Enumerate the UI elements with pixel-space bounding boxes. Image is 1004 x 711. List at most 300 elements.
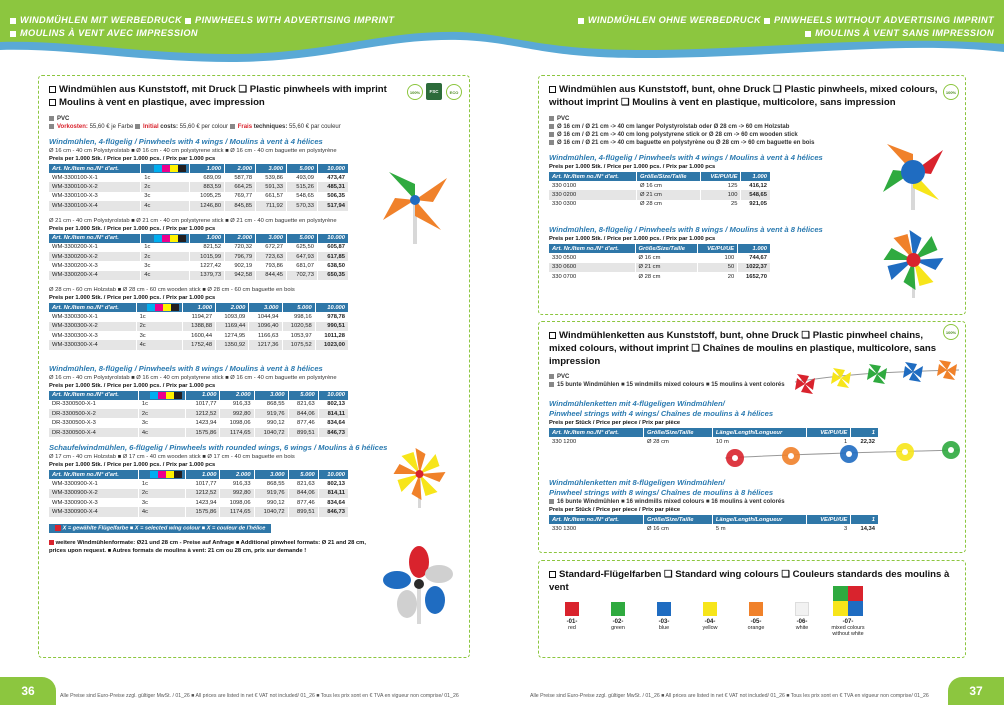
table-cell: 1246,80: [190, 201, 225, 210]
table-cell: 689,09: [190, 173, 225, 182]
table-cell: 493,09: [287, 173, 318, 182]
colour-swatch-icon: [657, 602, 671, 616]
price-section: [49, 364, 459, 438]
table-cell: 1c: [141, 173, 190, 182]
table-cell: 821,52: [190, 243, 225, 252]
colour-swatch-icon: [158, 392, 166, 399]
table-cell: 4c: [138, 507, 186, 516]
table-cell: 14,34: [851, 524, 879, 533]
table-cell: 1388,88: [182, 322, 215, 331]
table-cell: 990,12: [254, 418, 288, 427]
table-cell: 330 0600: [549, 263, 635, 272]
table-cell: 1017,77: [186, 479, 220, 488]
table-cell: Ø 21 cm: [636, 190, 700, 199]
table-cell: 1174,65: [220, 428, 254, 437]
colour-swatch-header: [136, 303, 182, 312]
table-header-cell: VE/PU/UE: [698, 244, 738, 253]
additional-formats-note: weitere Windmühlenformate: Ø21 und 28 cm - Preise auf Anfrage ■ Additional pinwheel formats: Ø 21 and 28 cm, prices upon request. ■ Autres formats de moulins à vent: 21 cm ou 28 cm, prix sur demande !: [49, 539, 366, 554]
table-cell: WM-3300200-X-4: [49, 271, 141, 280]
colour-swatch-icon: [163, 304, 171, 311]
price-table: [49, 470, 349, 517]
price-line: Preis per 1.000 Stk. / Price per 1.000 pcs. / Prix par 1.000 pcs: [49, 382, 216, 389]
table-header-cell: 2.000: [225, 234, 256, 243]
table-row: [549, 181, 771, 190]
standard-colours-title: Standard-Flügelfarben ❑ Standard wing colours ❑ Couleurs standards des moulins à vent: [549, 569, 950, 593]
colour-swatch-icon: [162, 235, 170, 242]
table-cell: WM-3300100-X-4: [49, 201, 141, 210]
material-line: PVC: [549, 373, 955, 381]
pinwheel-4-wings-mixed-image: [879, 138, 947, 210]
table-cell: 1212,52: [186, 409, 220, 418]
table-cell: 330 0200: [549, 190, 636, 199]
stick-option-text: Ø 16 cm / Ø 21 cm -> 40 cm long polystyrene stick or Ø 28 cm -> 60 cm wooden stick: [557, 132, 798, 138]
standard-colours-box: [538, 560, 966, 658]
header-right-title: WINDMÜHLEN OHNE WERBEDRUCK PINWHEELS WITHOUT ADVERTISING IMPRINT MOULINS À VENT SANS IMPRESSION: [578, 14, 994, 40]
colour-name: green: [611, 625, 625, 631]
table-header-cell: 5.000: [287, 164, 318, 173]
table-cell: 868,55: [254, 400, 288, 409]
table-cell: 702,73: [287, 271, 318, 280]
table-cell: 720,32: [225, 243, 256, 252]
colour-swatch-icon: [150, 471, 158, 478]
table-cell: 1095,25: [190, 192, 225, 201]
price-line: Preis per 1.000 Stk. / Price per 1.000 pcs. / Prix par 1.000 pcs: [49, 462, 216, 469]
colour-swatch-icon: [795, 602, 809, 616]
table-cell: 744,67: [738, 253, 771, 262]
table-cell: 821,63: [288, 479, 318, 488]
colour-swatch-icon: [178, 235, 186, 242]
table-row: [49, 498, 349, 507]
pinwheel-8-wings-mixed-image: [881, 228, 947, 298]
standard-colour-item: [779, 602, 825, 637]
section-heading: Windmühlen, 8-flügelig / Pinwheels with 8 wings / Moulins à vent à 8 hélices: [549, 225, 823, 235]
table-cell: 20: [698, 272, 738, 281]
footer-note-left: Alle Preise sind Euro-Preise zzgl. gültiger MwSt. / 01_26 ■ All prices are listed in net € VAT not included/ 01_26 ■ Tous les prix sont en € TVA en vigueur non comprise/ 01_26: [60, 693, 459, 699]
table-cell: 1212,52: [186, 489, 220, 498]
table-cell: DR-3300500-X-3: [49, 418, 138, 427]
stick-option-text: Ø 16 cm / Ø 21 cm -> 40 cm baguette en polystyrène ou Ø 28 cm -> 60 cm baguette en bois: [557, 140, 815, 146]
right-box1-title: Windmühlen aus Kunststoff, bunt, ohne Druck ❑ Plastic pinwheels, mixed colours, without imprint ❑ Moulins à vent en plastique, multicolore, sans impression: [549, 84, 938, 108]
table-row: [49, 340, 349, 349]
price-section: [49, 286, 459, 350]
table-header-cell: Länge/Length/Longueur: [712, 515, 806, 524]
pinwheel-chain-4-wings-image: [791, 358, 963, 408]
left-product-box: [38, 75, 470, 658]
table-header-cell: Größe/Size/Taille: [636, 172, 700, 181]
colour-swatch-icon: [170, 165, 178, 172]
table-cell: 664,25: [225, 182, 256, 191]
table-cell: 506,35: [317, 192, 348, 201]
right-product-box-1: [538, 75, 966, 315]
price-table: [49, 164, 349, 211]
table-cell: 998,16: [282, 312, 315, 321]
table-cell: WM-3300900-X-2: [49, 489, 138, 498]
price-line: Preis per 1.000 Stk. / Price per 1.000 pcs. / Prix par 1.000 pcs: [549, 236, 716, 243]
header-left-title: WINDMÜHLEN MIT WERBEDRUCK PINWHEELS WITH ADVERTISING IMPRINT MOULINS À VENT AVEC IMPRESSION: [10, 14, 394, 40]
colour-name: blue: [658, 625, 670, 631]
table-header-cell: 5.000: [282, 303, 315, 312]
table-cell: 2c: [141, 252, 190, 261]
colour-swatch-icon: [154, 165, 162, 172]
colour-number: -05-: [750, 619, 762, 625]
table-cell: 548,65: [741, 190, 771, 199]
table-cell: 1011,28: [315, 331, 348, 340]
table-header-cell: 5.000: [287, 234, 318, 243]
table-header-cell: 1: [851, 515, 879, 524]
colour-name: red: [568, 625, 576, 631]
table-cell: 990,12: [254, 498, 288, 507]
table-row: [49, 173, 349, 182]
table-cell: 1217,36: [249, 340, 282, 349]
table-cell: WM-3300900-X-4: [49, 507, 138, 516]
stick-option: [549, 123, 955, 131]
table-cell: 1040,72: [254, 428, 288, 437]
table-cell: 485,31: [317, 182, 348, 191]
colour-swatch-icon: [155, 304, 163, 311]
table-cell: 899,51: [288, 507, 318, 516]
table-cell: 802,13: [318, 479, 348, 488]
fsc-logo-icon: FSC: [426, 83, 442, 100]
chain1-heading: Windmühlenketten mit 4-flügeligen Windmühlen/ Pinwheel strings with 4 wings/ Chaînes de moulins à 4 hélices: [549, 399, 774, 418]
table-header-cell: Art. Nr./Item no./N° d'art.: [549, 244, 635, 253]
table-cell: 2c: [141, 182, 190, 191]
table-header-cell: VE/PU/UE: [807, 515, 851, 524]
table-cell: 921,05: [741, 200, 771, 209]
pinwheel-6-rounded-wings-image: [383, 544, 455, 624]
table-cell: WM-3300300-X-4: [49, 340, 136, 349]
table-cell: 1015,99: [190, 252, 225, 261]
table-header-cell: 3.000: [254, 470, 288, 479]
table-row: [49, 271, 349, 280]
table-cell: 1093,09: [216, 312, 249, 321]
table-cell: 1053,97: [282, 331, 315, 340]
colour-name: yellow: [702, 625, 718, 631]
table-cell: 1020,58: [282, 322, 315, 331]
price-line: Preis per 1.000 Stk. / Price per 1.000 pcs. / Prix par 1.000 pcs: [49, 295, 216, 302]
table-header-cell: 3.000: [256, 234, 287, 243]
standard-colour-item: [733, 602, 779, 637]
table-cell: 845,85: [225, 201, 256, 210]
recycle-badge-icon: ECO: [446, 84, 462, 100]
table-cell: Ø 28 cm: [636, 200, 700, 209]
table-cell: 916,33: [220, 479, 254, 488]
table-cell: 844,06: [288, 409, 318, 418]
table-cell: 814,11: [318, 409, 348, 418]
table-cell: WM-3300100-X-2: [49, 182, 141, 191]
colour-swatch-icon: [703, 602, 717, 616]
table-cell: 846,73: [318, 428, 348, 437]
pinwheel-8-wings-image: [391, 446, 449, 508]
table-cell: 3c: [138, 418, 186, 427]
table-header-cell: VE/PU/UE: [807, 428, 851, 437]
price-line: Preis per 1.000 Stk. / Price per 1.000 pcs. / Prix par 1.000 pcs: [549, 164, 716, 170]
table-cell: 877,46: [288, 418, 318, 427]
colour-name: orange: [747, 625, 765, 631]
chain1-price-line: Preis per Stück / Price per piece / Prix par pièce: [549, 420, 681, 426]
colour-number: -07-: [842, 619, 854, 625]
bullet-icon: [549, 132, 554, 137]
standard-colour-item: [549, 602, 595, 637]
table-cell: 661,57: [256, 192, 287, 201]
table-cell: 1194,27: [182, 312, 215, 321]
table-cell: 548,65: [287, 192, 318, 201]
colour-swatch-icon: [174, 471, 182, 478]
table-row: [49, 489, 349, 498]
table-header-cell: Größe/Size/Taille: [643, 428, 712, 437]
colour-swatch-icon: [166, 392, 174, 399]
table-cell: 802,13: [318, 400, 348, 409]
table-header-cell: 10.000: [318, 470, 348, 479]
table-cell: 1c: [141, 243, 190, 252]
right-product-box-2: [538, 321, 966, 553]
table-header-cell: 1.000: [186, 391, 220, 400]
table-cell: Ø 16 cm: [636, 181, 700, 190]
table-cell: 25: [700, 200, 741, 209]
table-row: [549, 524, 879, 533]
table-cell: 587,78: [225, 173, 256, 182]
table-cell: 846,73: [318, 507, 348, 516]
table-cell: 330 0300: [549, 200, 636, 209]
table-header-cell: 1: [851, 428, 879, 437]
table-cell: 1174,65: [220, 507, 254, 516]
table-cell: 570,33: [287, 201, 318, 210]
price-table: [49, 234, 349, 281]
pinwheel-4-wings-image: [379, 164, 453, 244]
table-row: [549, 253, 771, 262]
table-header-cell: Größe/Size/Taille: [635, 244, 698, 253]
table-row: [549, 200, 771, 209]
table-header-cell: 10.000: [318, 391, 348, 400]
colour-swatch-header: [138, 470, 186, 479]
table-cell: 1096,40: [249, 322, 282, 331]
table-cell: 1575,86: [186, 507, 220, 516]
right-box2-title: Windmühlenketten aus Kunststoff, bunt, ohne Druck ❑ Plastic pinwheel chains, mixed colours, without imprint ❑ Chaînes de moulins en plastique, multicolore, sans impression: [549, 330, 937, 367]
table-cell: 1752,48: [182, 340, 215, 349]
wing-colour-legend: X = gewählte Flügelfarbe ■ X = selected wing colour ■ X = couleur de l'hélice: [49, 524, 271, 532]
table-header-cell: 2.000: [225, 164, 256, 173]
colour-swatch-icon: [171, 304, 179, 311]
chain2-info: 16 bunte Windmühlen ■ 16 windmills mixed colours ■ 16 moulins à vent colorés: [549, 498, 955, 506]
table-header-cell: 3.000: [254, 391, 288, 400]
table-cell: 1350,92: [216, 340, 249, 349]
table-cell: 1274,95: [216, 331, 249, 340]
table-cell: WM-3300200-X-3: [49, 261, 141, 270]
table-cell: 902,19: [225, 261, 256, 270]
stick-line: Ø 16 cm - 40 cm Polystyrolstab ■ Ø 16 cm - 40 cm polystyrene stick ■ Ø 16 cm - 40 cm baguette en polystyrène: [49, 374, 337, 381]
stick-line: Ø 21 cm - 40 cm Polystyrolstab ■ Ø 21 cm - 40 cm polystyrene stick ■ Ø 21 cm - 40 cm baguette en polystyrène: [49, 217, 337, 224]
table-header-cell: Art. Nr./Item no./N° d'art.: [49, 391, 138, 400]
table-header-cell: 2.000: [220, 470, 254, 479]
table-cell: 1652,70: [738, 272, 771, 281]
section-heading: Windmühlen, 4-flügelig / Pinwheels with 4 wings / Moulins à vent à 4 hélices: [49, 137, 323, 146]
table-cell: 330 1200: [549, 437, 643, 446]
table-header-cell: Art. Nr./Item no./N° d'art.: [549, 515, 643, 524]
footer-note-right: Alle Preise sind Euro-Preise zzgl. gültiger MwSt. / 01_26 ■ All prices are listed in net € VAT not included/ 01_26 ■ Tous les prix sont en € TVA en vigueur non comprise/ 01_26: [530, 693, 929, 699]
table-cell: WM-3300100-X-1: [49, 173, 141, 182]
table-cell: 330 0100: [549, 181, 636, 190]
stick-line: Ø 28 cm - 60 cm Holzstab ■ Ø 28 cm - 60 cm wooden stick ■ Ø 28 cm - 60 cm baguette en bois: [49, 287, 295, 294]
bullet-icon: [549, 140, 554, 145]
table-cell: 330 0500: [549, 253, 635, 262]
table-row: [49, 428, 349, 437]
table-header-cell: Länge/Length/Longueur: [712, 428, 806, 437]
table-row: [49, 331, 349, 340]
table-cell: 1017,77: [186, 400, 220, 409]
table-header-cell: 10.000: [317, 164, 348, 173]
material-line: PVC: [49, 115, 459, 123]
table-cell: 330 0700: [549, 272, 635, 281]
table-row: [49, 400, 349, 409]
table-cell: 821,63: [288, 400, 318, 409]
price-table: [549, 244, 771, 281]
table-cell: 4c: [141, 201, 190, 210]
colour-swatch-icon: [178, 165, 186, 172]
colour-swatch-icon: [170, 235, 178, 242]
table-cell: 834,64: [318, 498, 348, 507]
table-cell: 844,06: [288, 489, 318, 498]
table-header-cell: 1.000: [190, 234, 225, 243]
table-cell: 125: [700, 181, 741, 190]
table-header-cell: Art. Nr./Item no./N° d'art.: [49, 164, 141, 173]
price-table: [49, 391, 349, 438]
table-cell: 672,27: [256, 243, 287, 252]
table-cell: 1022,37: [738, 263, 771, 272]
table-cell: 919,76: [254, 489, 288, 498]
table-header-cell: 1.000: [182, 303, 215, 312]
page-number-left: 36: [0, 677, 56, 705]
chain1-info: 15 bunte Windmühlen ■ 15 windmills mixed colours ■ 15 moulins à vent colorés: [549, 381, 955, 389]
table-cell: 1575,86: [186, 428, 220, 437]
colour-swatch-icon: [158, 471, 166, 478]
table-cell: 814,11: [318, 489, 348, 498]
colour-swatch-icon: [833, 586, 863, 616]
table-header-cell: 1.000: [186, 470, 220, 479]
colour-number: -02-: [612, 619, 624, 625]
colour-name: white: [795, 625, 809, 631]
eco-badge-icon: 100%: [943, 324, 959, 340]
colour-swatch-header: [141, 234, 190, 243]
standard-colour-item: [595, 602, 641, 637]
table-cell: WM-3300900-X-3: [49, 498, 138, 507]
table-header-cell: Art. Nr./Item no./N° d'art.: [49, 470, 138, 479]
table-cell: 4c: [141, 271, 190, 280]
table-cell: 899,51: [288, 428, 318, 437]
table-cell: 883,59: [190, 182, 225, 191]
table-header-cell: 1.000: [738, 244, 771, 253]
material-line: PVC: [549, 115, 955, 123]
table-cell: 10 m: [712, 437, 806, 446]
table-cell: 877,46: [288, 498, 318, 507]
colour-number: -06-: [796, 619, 808, 625]
table-cell: 1075,52: [282, 340, 315, 349]
table-cell: Ø 28 cm: [635, 272, 698, 281]
table-cell: 834,64: [318, 418, 348, 427]
table-cell: Ø 16 cm: [635, 253, 698, 262]
colour-swatch-icon: [565, 602, 579, 616]
table-header-cell: 2.000: [216, 303, 249, 312]
chain2-price-line: Preis per Stück / Price per piece / Prix par pièce: [549, 507, 681, 514]
table-cell: WM-3300300-X-1: [49, 312, 136, 321]
table-cell: 1098,06: [220, 498, 254, 507]
table-cell: DR-3300500-X-1: [49, 400, 138, 409]
table-row: [49, 418, 349, 427]
pinwheel-chain-8-wings-image: [719, 436, 963, 482]
table-cell: 1169,44: [216, 322, 249, 331]
table-cell: 1227,42: [190, 261, 225, 270]
table-cell: 617,85: [317, 252, 348, 261]
colour-swatch-icon: [162, 165, 170, 172]
table-cell: 100: [700, 190, 741, 199]
table-cell: 1c: [138, 479, 186, 488]
table-cell: 723,63: [256, 252, 287, 261]
table-cell: 1098,06: [220, 418, 254, 427]
table-header-cell: 3.000: [249, 303, 282, 312]
table-cell: 793,86: [256, 261, 287, 270]
table-row: [49, 252, 349, 261]
table-header-cell: Größe/Size/Taille: [643, 515, 712, 524]
table-row: [549, 263, 771, 272]
table-header-cell: 1.000: [190, 164, 225, 173]
table-header-cell: 5.000: [288, 470, 318, 479]
standard-colour-item: [825, 586, 871, 637]
table-cell: WM-3300900-X-1: [49, 479, 138, 488]
table-cell: 711,92: [256, 201, 287, 210]
price-table: [549, 172, 771, 209]
table-cell: 2c: [138, 409, 186, 418]
table-cell: 1: [807, 437, 851, 446]
table-cell: 796,79: [225, 252, 256, 261]
eco-badge-icon: 100%: [407, 84, 423, 100]
table-cell: 1379,73: [190, 271, 225, 280]
colour-swatch-icon: [150, 392, 158, 399]
table-cell: 647,93: [287, 252, 318, 261]
table-header-cell: Art. Nr./Item no./N° d'art.: [49, 303, 136, 312]
table-header-cell: Art. Nr./Item no./N° d'art.: [49, 234, 141, 243]
table-cell: 650,35: [317, 271, 348, 280]
table-header-cell: 10.000: [317, 234, 348, 243]
table-cell: 1c: [138, 400, 186, 409]
colour-swatch-icon: [166, 471, 174, 478]
table-cell: WM-3300200-X-1: [49, 243, 141, 252]
table-cell: 978,78: [315, 312, 348, 321]
table-cell: 3c: [136, 331, 182, 340]
table-cell: 919,76: [254, 409, 288, 418]
chain2-heading: Windmühlenketten mit 8-flügeligen Windmühlen/ Pinwheel strings with 8 wings/ Chaînes de moulins à 8 hélices: [549, 478, 774, 498]
table-cell: 3c: [141, 192, 190, 201]
table-cell: Ø 16 cm: [643, 524, 712, 533]
price-line: Preis per 1.000 Stk. / Price per 1.000 pcs. / Prix par 1.000 pcs: [49, 156, 216, 162]
table-cell: 473,47: [317, 173, 348, 182]
colour-number: -03-: [658, 619, 670, 625]
section-heading: Schaufelwindmühlen, 6-flügelig / Pinwheels with rounded wings, 6 wings / Moulins à 6 hélices: [49, 443, 388, 453]
table-row: [549, 190, 771, 199]
table-cell: 3c: [141, 261, 190, 270]
table-cell: 5 m: [712, 524, 806, 533]
section-heading: Windmühlen, 4-flügelig / Pinwheels with 4 wings / Moulins à vent à 4 hélices: [549, 153, 823, 162]
table-cell: 50: [698, 263, 738, 272]
table-cell: 1040,72: [254, 507, 288, 516]
table-cell: 539,86: [256, 173, 287, 182]
table-row: [49, 409, 349, 418]
table-cell: 1423,94: [186, 498, 220, 507]
eco-badge-icon: 100%: [943, 84, 959, 100]
table-cell: 916,33: [220, 400, 254, 409]
table-cell: WM-3300100-X-3: [49, 192, 141, 201]
header-band: [0, 0, 1004, 70]
table-header-cell: 3.000: [256, 164, 287, 173]
colour-name: mixed colours without white: [831, 625, 865, 637]
table-cell: 769,77: [225, 192, 256, 201]
